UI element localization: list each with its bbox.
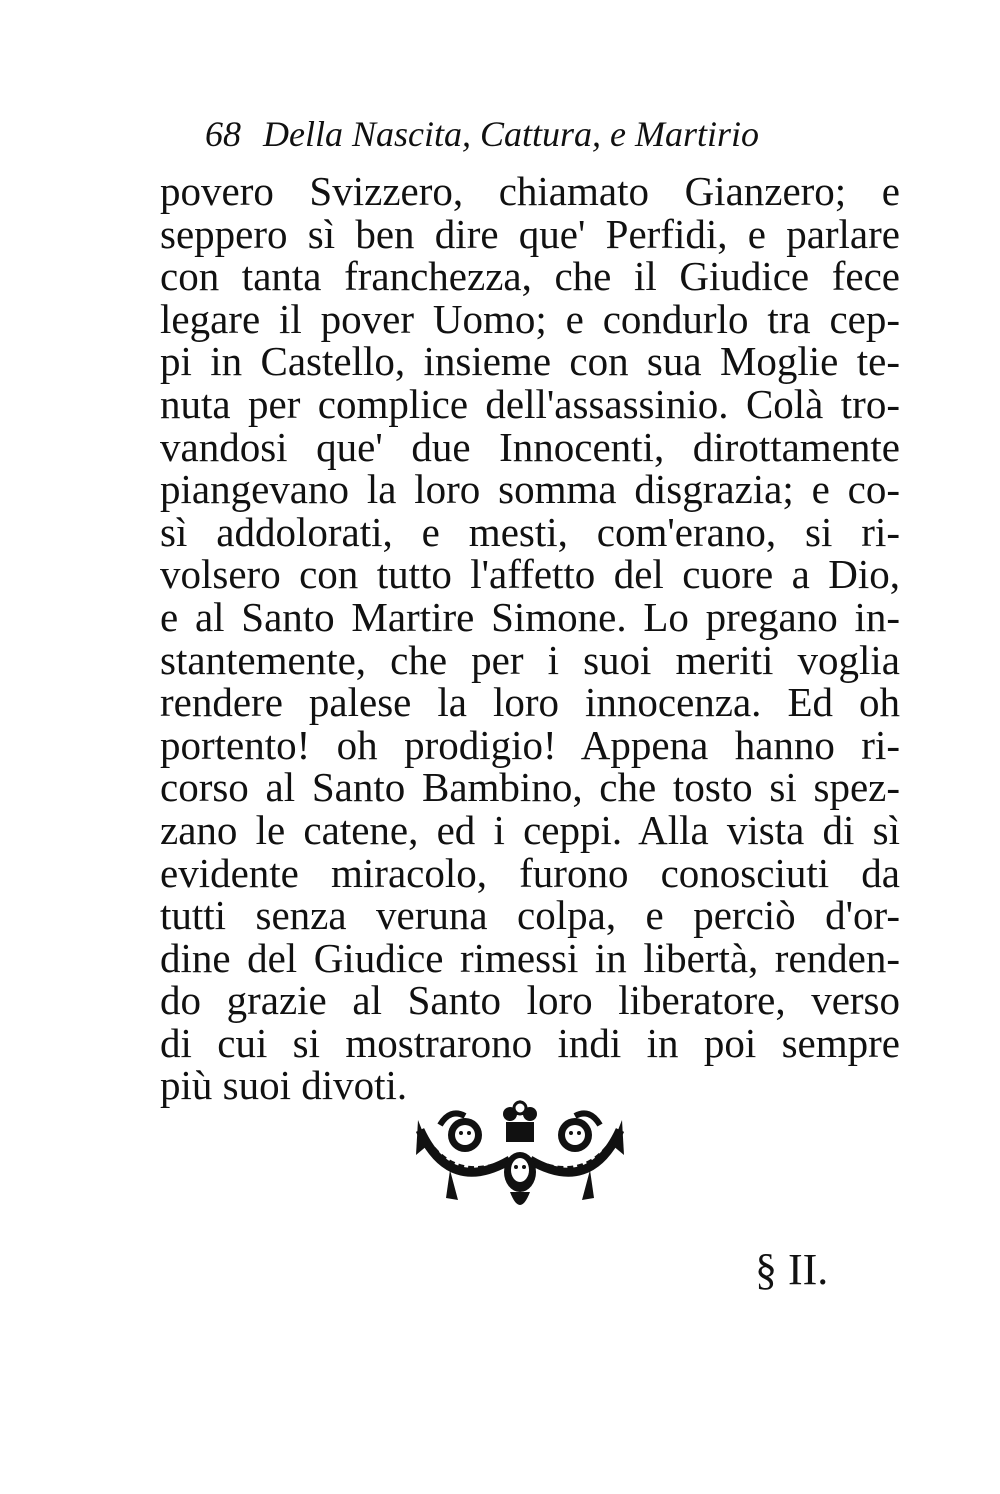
- text-line: seppero sì ben dire que' Perfidi, e parlare: [160, 210, 900, 257]
- text-line: corso al Santo Bambino, che tosto si spez-: [160, 764, 900, 811]
- text-line: legare il pover Uomo; e condurlo tra cep-: [160, 295, 900, 342]
- text-line: più suoi divoti.: [160, 1062, 408, 1109]
- text-line: dine del Giudice rimessi in libertà, renden-: [160, 934, 900, 981]
- text-line: pi in Castello, insieme con sua Moglie te-: [160, 338, 900, 385]
- text-line: povero Svizzero, chiamato Gianzero; e: [160, 168, 900, 214]
- text-line: portento! oh prodigio! Appena hanno ri-: [160, 721, 900, 768]
- text-line: do grazie al Santo loro liberatore, verso: [160, 977, 900, 1024]
- running-head: [205, 110, 845, 158]
- text-line: evidente miracolo, furono conosciuti da: [160, 849, 900, 896]
- text-line: e al Santo Martire Simone. Lo pregano in-: [160, 593, 900, 640]
- text-line: di cui si mostrarono indi in poi sempre: [160, 1019, 900, 1066]
- text-line: tutti senza veruna colpa, e perciò d'or-: [160, 892, 900, 939]
- text-line: zano le catene, ed i ceppi. Alla vista di sì: [160, 806, 900, 853]
- running-head-title: Della Nascita, Cattura, e Martirio: [263, 114, 760, 154]
- text-line: volsero con tutto l'affetto del cuore a Dio,: [160, 551, 900, 598]
- text-line: nuta per complice dell'assassinio. Colà tro-: [160, 380, 900, 427]
- body-text: [160, 170, 900, 1107]
- catchword: § II.: [755, 1245, 829, 1294]
- text-line: piangevano la loro somma disgrazia; e co-: [160, 466, 900, 513]
- text-line: rendere palese la loro innocenza. Ed oh: [160, 679, 900, 726]
- page-number: 68: [205, 114, 241, 154]
- woodcut-cherub-garland-icon: [410, 1100, 630, 1220]
- text-line: sì addolorati, e mesti, com'erano, si ri-: [160, 508, 900, 555]
- text-line: stantemente, che per i suoi meriti voglia: [160, 636, 900, 683]
- text-line: vandosi que' due Innocenti, dirottamente: [160, 423, 900, 470]
- text-line: con tanta franchezza, che il Giudice fece: [160, 253, 900, 300]
